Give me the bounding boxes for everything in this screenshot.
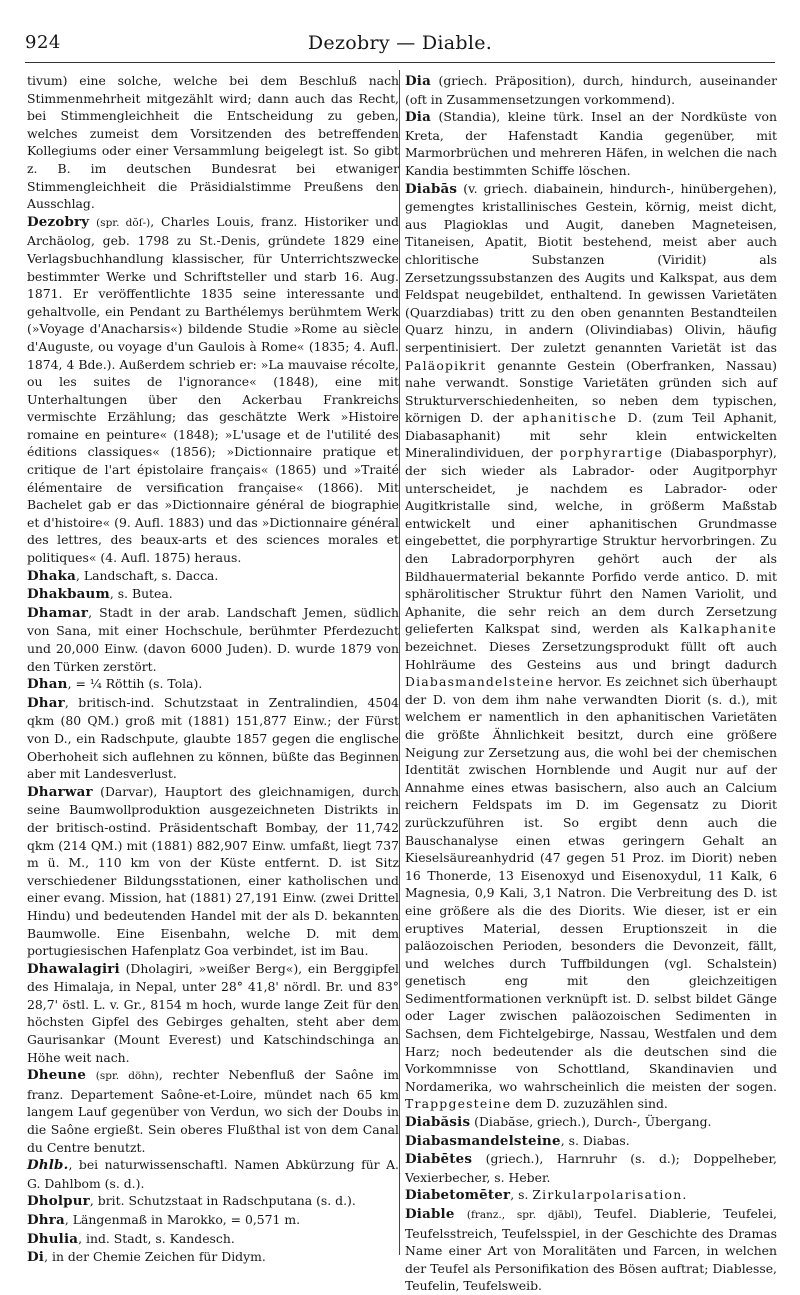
headword-di: Di bbox=[27, 1249, 45, 1266]
entry-dhar bbox=[27, 694, 399, 783]
entry-diabetometer bbox=[405, 1186, 777, 1205]
entry-dia-1 bbox=[405, 72, 777, 108]
entry-dhan bbox=[27, 675, 399, 694]
text-di: , in der Chemie Zeichen für Didym. bbox=[44, 1249, 266, 1265]
entry-di bbox=[27, 1248, 399, 1267]
headword-dhamar: Dhamar bbox=[27, 604, 89, 621]
pronunciation-dheune: (spr. döhn) bbox=[95, 1070, 159, 1083]
entry-dia-2 bbox=[405, 108, 777, 179]
headword-diabetometer: Diabetomēter bbox=[405, 1187, 511, 1204]
headword-diabasmandelsteine: Diabasmandelsteine bbox=[405, 1132, 561, 1149]
text-dharwar: (Darvar), Hauptort des gleichnamigen, durch seine Baumwollproduktion ausgezeichneten Distrikts in der britisch-ostind. Präsidentschaft Bombay, der 11,742 qkm (214 QM.) mit (1881) 882,907 Einw. umfaßt, liegt 737 m ü. M., 110 km von der Küste entfernt. D. ist Sitz verschiedener Bildungsstationen, einer katholischen und einer evang. Mission, hat (1881) 27,191 Einw. (zwei Drittel Hindu) und bedeutenden Handel mit der als D. bekannten Baumwolle. Eine Eisenbahn, welche D. mit dem portugiesischen Hafenplatz Goa verbindet, ist im Bau. bbox=[27, 783, 399, 959]
headword-dhra: Dhra bbox=[27, 1212, 65, 1228]
entry-dhamar bbox=[27, 604, 399, 675]
text-diabasmandelsteine: , s. Diabas. bbox=[560, 1132, 630, 1148]
headword-dheune: Dheune bbox=[27, 1067, 87, 1084]
entry-diabasmandelsteine bbox=[405, 1132, 777, 1151]
headword-dholpur: Dholpur bbox=[27, 1193, 90, 1210]
entry-continuation bbox=[27, 72, 399, 213]
running-head: Dezobry — Diable. bbox=[307, 32, 493, 54]
headword-dhakbaum: Dhakbaum bbox=[27, 586, 110, 603]
text-dhawalagiri: (Dholagiri, »weißer Berg«), ein Berggipfel des Himalaja, in Nepal, unter 28° 41,8' nördl. Br. und 83° 28,7' östl. L. v. Gr., 8154 m hoch, wurde lange Zeit für den höchsten Gipfel des Gebirges gehalten, steht aber dem Gaurisankar (Mount Everest) und Katschindschinga an Höhe weit nach. bbox=[27, 960, 399, 1065]
entry-diabas bbox=[405, 180, 777, 1113]
page-header bbox=[25, 32, 775, 62]
text-diabas-2: genannte Gestein (Oberfranken, Nassau) nahe verwandt. Sonstige Varietäten gründen sich auf Strukturverschiedenheiten, so neben dem typischen, körnigen D. der bbox=[405, 357, 777, 426]
text-diabas-5: bezeichnet. Dieses Zersetzungsprodukt füllt oft auch Hohlräume des Gesteins aus und bringt dadurch bbox=[405, 639, 777, 672]
text-dhulia: , ind. Stadt, s. Kandesch. bbox=[78, 1230, 235, 1246]
entry-dhulia bbox=[27, 1230, 399, 1249]
entry-dharwar bbox=[27, 783, 399, 960]
header-rule bbox=[25, 62, 775, 63]
headword-diabas: Diabās bbox=[405, 180, 458, 197]
entry-diabetes bbox=[405, 1150, 777, 1186]
headword-dharwar: Dharwar bbox=[27, 783, 93, 800]
text-dia-1: (griech. Präposition), durch, hindurch, auseinander (oft in Zusammensetzungen vorkommend). bbox=[405, 73, 777, 107]
text-diable: , Teufel. Diablerie, Teufelei, Teufelsstreich, Teufelsspiel, in der Geschichte des Dramas Name einer Art von Moralitäten und Farcen, in welchen der Teufel als Personifikation des Bösen auftrat; Diablesse, Teufelin, Teufelsweib. bbox=[405, 1206, 777, 1294]
entry-dhra bbox=[27, 1211, 399, 1230]
headword-diabetes: Diabētes bbox=[405, 1151, 473, 1168]
text-dezobry: , Charles Louis, franz. Historiker und Archäolog, geb. 1798 zu St.-Denis, gründete 1829 eine Verlagsbuchhandlung klassischer, für Unterrichtszwecke bestimmter Werke und Schriftsteller und starb 16. Aug. 1871. Er veröffentlichte 1835 seine interessante und gehaltvolle, ein Pendant zu Barthélemys berühmtem Werk (»Voyage d'Anacharsis«) bildende Studie »Rome au siècle d'Auguste, ou voyage d'un Gaulois à Rome« (1835; 4. Aufl. 1874, 4 Bde.). Außerdem schrieb er: »La mauvaise récolte, ou les suites de l'ignorance« (1848), eine mit Unterhaltungen über den Ackerbau Frankreichs vermischte Erzählung; das geschätzte Werk »Histoire romaine en peinture« (1848); »L'usage et de l'utilité des éditions classiques« (1856); »Dictionnaire pratique et critique de l'art épistolaire français« (1865) und »Traité élémentaire de versification française« (1866). Mit Bachelet gab er das »Dictionnaire général de biographie et d'histoire« (9. Aufl. 1883) und das »Dictionnaire général des lettres, des beaux-arts et des sciences morales et politiques« (4. Aufl. 1875) heraus. bbox=[27, 213, 399, 566]
entry-diabasis bbox=[405, 1113, 777, 1132]
text-diabas-1: (v. griech. diabainein, hindurch-, hinübergehen), gemengtes kristallinisches Gestein, körnig, meist dicht, aus Plagioklas und Augit, daneben Magneteisen, Titaneisen, Apatit, Biotit bestehend, meist aber auch chloritische Substanzen (Viridit) als Zersetzungssubstanzen des Augits und Kalkspat, aus dem Feldspat neugebildet, enthaltend. In gewissen Varietäten (Quarzdiabas) tritt zu den oben genannten Bestandteilen Quarz hinzu, in andern (Olivindiabas) Olivin, häufig serpentinisiert. Der zuletzt genannten Varietät ist das bbox=[405, 180, 777, 355]
term-diabasmandelsteine: Diabasmandelsteine bbox=[405, 674, 554, 690]
text-diabas-6: hervor. Es zeichnet sich überhaupt der D. von dem ihm nahe verwandten Diorit (s. d.), mit welchem er namentlich in den aphanitischen Varietäten die größte Ähnlichkeit besitzt, durch eine größere Neigung zur Zersetzung aus, die wohl bei der chemischen Identität zwischen Hornblende und Augit nur auf der Annahme eines etwas basischern, also auch an Calcium reichern Feldspats im D. im Gegensatz zu Diorit zurückzuführen ist. So ergibt denn auch die Bauschanalyse einen etwas geringern Gehalt an Kieselsäureanhydrid (47 gegen 51 Proz. im Diorit) neben 16 Thonerde, 13 Eisenoxyd und Eisenoxydul, 11 Kalk, 6 Magnesia, 0,9 Kali, 3,1 Natron. Die Verbreitung des D. ist eine größere als die des Diorits. Wie dieser, ist er ein eruptives Material, dessen Eruptionszeit in die paläozoischen Perioden, besonders die Devonzeit, fällt, und welches durch Tuffbildungen (vgl. Schalstein) genetisch eng mit den gleichzeitigen Sedimentformationen verknüpft ist. D. selbst bildet Gänge oder Lager zwischen paläozoischen Sedimenten in Sachsen, dem Fichtelgebirge, Nassau, Westfalen und dem Harz; noch bedeutender als die deutschen sind die Vorkommnisse von Schottland, Skandinavien und Nordamerika, wo wahrscheinlich die meisten der sogen. bbox=[405, 674, 777, 1094]
term-trappgesteine: Trappgesteine bbox=[405, 1096, 512, 1112]
entry-dezobry bbox=[27, 213, 399, 567]
headword-dhulia: Dhulia bbox=[27, 1230, 79, 1247]
pronunciation-diable: (franz., spr. djābl) bbox=[466, 1209, 579, 1221]
headword-dia-1: Dia bbox=[405, 73, 431, 89]
text-dholpur: , brit. Schutzstaat in Radschputana (s. d.). bbox=[89, 1193, 356, 1209]
text-dhaka: , Landschaft, s. Dacca. bbox=[75, 567, 219, 583]
headword-dhawalagiri: Dhawalagiri bbox=[27, 960, 120, 977]
headword-dezobry: Dezobry bbox=[27, 213, 90, 230]
continuation-text: tivum) eine solche, welche bei dem Beschluß nach Stimmenmehrheit mitgezählt wird; dann auch das Recht, bei Stimmengleichheit die Entscheidung zu geben, welches zumeist dem Vorsitzenden des betreffenden Kollegiums oder einer Versammlung beigelegt ist. So gibt z. B. im deutschen Bundesrat bei etwaniger Stimmengleichheit die Präsidialstimme Preußens den Ausschlag. bbox=[27, 73, 399, 212]
entry-dheune bbox=[27, 1066, 399, 1156]
column-divider bbox=[399, 70, 400, 1255]
headword-dia-2: Dia bbox=[405, 109, 431, 126]
headword-diabasis: Diabăsis bbox=[405, 1114, 471, 1131]
text-dhlb: , bei naturwissenschaftl. Namen Abkürzung für A. G. Dahlbom (s. d.). bbox=[27, 1157, 399, 1191]
text-diabas-3: (zum Teil Aphanit, Diabasaphanit) mit sehr klein entwickelten Mineralindividuen, der bbox=[405, 410, 778, 461]
headword-dhar: Dhar bbox=[27, 694, 65, 711]
text-diabas-7: dem D. zuzuzählen sind. bbox=[511, 1096, 668, 1112]
cross-reference-link: Zirkularpolarisation. bbox=[532, 1187, 688, 1203]
text-dhar: , britisch-ind. Schutzstaat in Zentralindien, 4504 qkm (80 QM.) groß mit (1881) 151,877 Einw.; der Fürst von D., ein Radschpute, glaubte 1857 gegen die englische Oberhoheit sich auflehnen zu können, büßte das Beginnen aber mit Landesverlust. bbox=[27, 694, 399, 782]
headword-dhan: Dhan bbox=[27, 676, 68, 693]
entry-dhaka bbox=[27, 567, 399, 586]
entry-dholpur bbox=[27, 1192, 399, 1211]
text-diabasis: (Diabăse, griech.), Durch-, Übergang. bbox=[470, 1114, 712, 1130]
text-dhan: , = ¼ Röttih (s. Tola). bbox=[67, 676, 203, 692]
text-dhra: , Längenmaß in Marokko, = 0,571 m. bbox=[64, 1212, 301, 1227]
entry-dhawalagiri bbox=[27, 960, 399, 1067]
left-column bbox=[27, 72, 399, 1266]
text-diabas-4: (Diabasporphyr), der sich wieder als Labrador- oder Augitporphyr unterscheidet, je nachdem es Labrador- oder Augitkristalle sind, welche, in größerm Maßstab entwickelt und einer aphanitischen Grundmasse eingebettet, die porphyrartige Struktur hervorbringen. Zu den Labradorporphyren gehört auch der als Bildhauermaterial bekannte Porfido verde antico. D. mit sphärolitischer Struktur führt den Namen Variolit, und Aphanite, die sehr reich an dem durch Zersetzung gelieferten Kalkspat sind, werden als bbox=[405, 445, 777, 637]
term-aphanitische: aphanitische D. bbox=[522, 410, 644, 426]
pronunciation-dezobry: (spr. dŏſ-) bbox=[96, 216, 151, 229]
term-palaeopikrit: Paläopikrit bbox=[405, 357, 487, 373]
headword-dhaka: Dhaka bbox=[27, 567, 76, 584]
page-number: 924 bbox=[25, 32, 61, 53]
term-porphyrartige: porphyrartige bbox=[559, 445, 664, 461]
entry-dhakbaum bbox=[27, 585, 399, 604]
headword-dhlb: Dhlb. bbox=[27, 1157, 69, 1174]
text-dhakbaum: , s. Butea. bbox=[109, 586, 173, 602]
text-diabetes: (griech.), Harnruhr (s. d.); Doppelheber, Vexierbecher, s. Heber. bbox=[405, 1151, 777, 1185]
term-kalkaphanite: Kalkaphanite bbox=[679, 621, 777, 637]
right-column bbox=[405, 72, 778, 1294]
headword-diable: Diable bbox=[405, 1206, 455, 1222]
entry-diable bbox=[405, 1205, 777, 1295]
entry-dhlb bbox=[27, 1156, 399, 1192]
text-dhamar: , Stadt in der arab. Landschaft Jemen, südlich von Sana, mit einer Hochschule, berühmter Pferdezucht und 20,000 Einw. (davon 6000 Juden). D. wurde 1879 von den Türken zerstört. bbox=[27, 604, 399, 674]
text-diabetometer: , s. bbox=[510, 1187, 533, 1203]
text-dia-2: (Standia), kleine türk. Insel an der Nordküste von Kreta, der Hafenstadt Kandia gegenüber, mit Marmorbrüchen und mehreren Häfen, in welchen die nach Kandia bestimmten Schiffe löschen. bbox=[405, 109, 777, 178]
text-dheune: , rechter Nebenfluß der Saône im franz. Departement Saône-et-Loire, mündet nach 65 km langem Lauf gegenüber von Verdun, wo sich der Doubs in die Saône ergießt. Sein oberes Flußthal ist von dem Canal du Centre benutzt. bbox=[27, 1067, 399, 1155]
